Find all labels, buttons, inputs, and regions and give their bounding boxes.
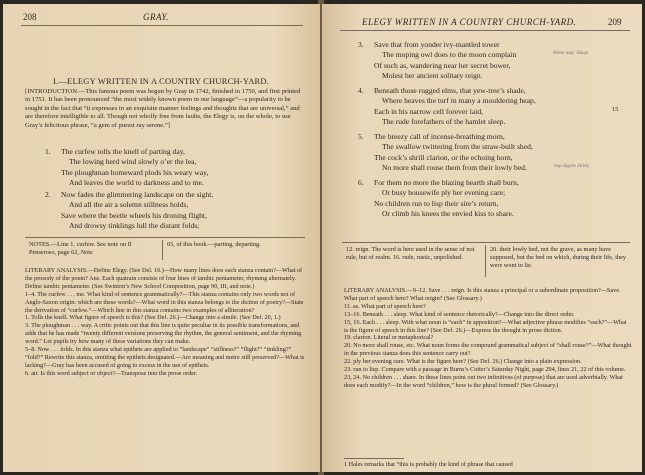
analysis-paragraph: 19. clarion. Literal or metaphorical? bbox=[344, 334, 434, 342]
verse-line: Molest her ancient solitary reign. bbox=[382, 70, 483, 80]
verse-line: Each in his narrow cell forever laid, bbox=[374, 106, 484, 116]
analysis-paragraph: 13–16. Beneath . . . sleep. What kind of sentence rhetorically?—Change into the direct order. bbox=[344, 310, 575, 318]
stanza-4 bbox=[374, 86, 536, 127]
page-number: 209 bbox=[608, 17, 622, 27]
analysis-paragraph: 20. No more shall rouse, etc. What noun forms the compound grammatical subject of “shall rouse?”—What thought in the previous stanza does this sentence carry out? bbox=[344, 342, 632, 358]
notes-column-2: 20. their lowly bed, not the grave, as many have supposed, but the bed on which, during their life, they were wont to lie. bbox=[490, 246, 627, 269]
introduction-paragraph: [INTRODUCTION.—This famous poem was begun by Gray in 1742, finished in 1750, and first printed in 1751. It has been pronounced “the most widely known poem in our language”—a popularity to be sought in the fact that “it expresses in an exquisite manner feelings and thoughts that are universal,” and are therefore intelligible to all. Though not wholly free from faults, the Elegy is, on the whole, to use Gray’s felicitous phrase, “a gem of purest ray serene.”] bbox=[25, 88, 301, 129]
stanza-6 bbox=[374, 178, 519, 219]
handwritten-annotation: πυρ ἀγρὸν έκτός bbox=[554, 163, 590, 169]
stanza-number: 4. bbox=[358, 86, 364, 95]
footnote-rule bbox=[344, 458, 404, 459]
notes-column-1: 12. reign. The word is here used in the sense of not rule, but of realm. 16. rude, rustic, unpolished. bbox=[346, 246, 475, 261]
literary-analysis bbox=[344, 287, 632, 390]
analysis-paragraph: 23. run to lisp. Compare with a passage in Burns’s Cotter’s Saturday Night, page 294, lines 21, 22 of this volume. bbox=[344, 366, 626, 374]
poem-title: I.—ELEGY WRITTEN IN A COUNTRY CHURCH-YARD. bbox=[53, 76, 270, 86]
verse-line: The rude forefathers of the hamlet sleep. bbox=[382, 116, 506, 126]
verse-line: The breezy call of incense-breathing morn, bbox=[374, 132, 505, 141]
notes-divider bbox=[485, 245, 486, 277]
analysis-paragraph: 1. Tolls the knell. What figure of speech is this? (See Def. 26.)—Change into a simile. (See Def. 20, 1.) bbox=[25, 314, 281, 322]
analysis-paragraph: 11. as. What part of speech here? bbox=[344, 302, 426, 310]
stanza-number: 6. bbox=[358, 178, 364, 187]
verse-line: Now fades the glimmering landscape on the sight, bbox=[61, 190, 214, 199]
verse-line: Beneath those rugged elms, that yew-tree’s shade, bbox=[374, 86, 526, 95]
stanza-3 bbox=[374, 40, 516, 81]
verse-line: And leaves the world to darkness and to me. bbox=[69, 177, 204, 187]
verse-line: The cock’s shrill clarion, or the echoing horn, bbox=[374, 152, 513, 162]
literary-analysis bbox=[25, 267, 305, 378]
header-rule bbox=[340, 30, 630, 31]
verse-line: The ploughman homeward plods his weary way, bbox=[61, 167, 209, 177]
stanza-2 bbox=[61, 190, 213, 231]
footnote: 1 Hales remarks that “this is probably the kind of phrase that caused bbox=[344, 461, 513, 468]
analysis-paragraph: LITERARY ANALYSIS.—Define Elegy. (See Del. 10.)—How many lines does each stanza contain?—What of the prosody of the poem? Ans. Each quatrain consists of four lines of iambic pentameter, rhyming alternately. Define iambic pentameter. (See Swinton’s New School Composition, page 90, III, and note.) bbox=[25, 267, 303, 290]
header-rule bbox=[21, 25, 303, 26]
verse-line: The lowing herd wind slowly o’er the lea, bbox=[69, 157, 197, 167]
analysis-paragraph: 5–8. Now . . . folds. In this stanza what epithets are applied to “landscape” “stillness?” “flight?” “tinkling?” “fold?” Rewrite this stanza, omitting the epithets designated.—Are meaning and metre still preserved?—What is lacking?—Gray has been accused of going to excess in the use of epithets. bbox=[25, 346, 305, 369]
left-page bbox=[3, 4, 320, 472]
notes-rule bbox=[25, 237, 305, 238]
verse-line: Or busy housewife ply her evening care; bbox=[382, 188, 506, 198]
right-page bbox=[322, 4, 642, 472]
verse-line: And drowsy tinklings lull the distant folds; bbox=[69, 220, 200, 230]
notes-column-1: NOTES.—Line 1. curfew. See note on Il Penseroso, page 62, Note bbox=[29, 241, 132, 256]
notes-rule bbox=[342, 242, 630, 243]
analysis-paragraph: LITERARY ANALYSIS.—9–12. Save . . . reign. Is this stanza a principal or a subordinate proposition?—Save. What part of speech here? What origin? (See Glossary.) bbox=[344, 287, 621, 302]
verse-line: Save where the beetle wheels his droning flight, bbox=[61, 210, 207, 220]
verse-line: Where heaves the turf in many a mouldering heap, bbox=[382, 96, 536, 106]
stanza-number: 5. bbox=[358, 132, 364, 141]
verse-line: For them no more the blazing hearth shall burn, bbox=[374, 178, 519, 187]
analysis-paragraph: 23, 24. No children . . . share. In these lines point out two infinitives (of purpose) that are used adverbially. What does each modify?—In the word “children,” how is the plural formed? (See Glossary.) bbox=[344, 373, 623, 389]
verse-line: Save that from yonder ivy-mantled tower bbox=[374, 40, 500, 49]
stanza-number: 2. bbox=[45, 190, 51, 199]
stanza-5 bbox=[374, 132, 533, 173]
stanza-number: 1. bbox=[45, 147, 51, 156]
verse-line: The swallow twittering from the straw-built shed, bbox=[382, 142, 533, 152]
running-head: ELEGY WRITTEN IN A COUNTRY CHURCH-YARD. bbox=[362, 17, 577, 27]
line-number: 15 bbox=[612, 106, 619, 113]
analysis-paragraph: 1–4. The curfew . . . me. What kind of sentence grammatically?—This stanza contains only two words not of Anglo-Saxon origin: which are these words?—What word in this stanza belongs to the diction of poetry?—State the derivation of “curfew.”—Which line in this stanza contains two examples of alliteration? bbox=[25, 290, 304, 314]
verse-line: Or climb his knees the envied kiss to share. bbox=[382, 208, 514, 218]
stanza-1 bbox=[61, 147, 208, 188]
notes-divider bbox=[162, 240, 163, 260]
handwritten-annotation: θέσει παρ' ὕδωρ bbox=[553, 50, 589, 56]
verse-line: No more shall rouse them from their lowly bed. bbox=[382, 162, 527, 172]
stanza-number: 3. bbox=[358, 40, 364, 49]
running-head: GRAY. bbox=[143, 12, 169, 22]
analysis-paragraph: 22. ply her evening care. What is the figure here? (See Def. 26.) Change into a plain expression. bbox=[344, 358, 582, 366]
notes-column-2: 65, of this book.—parting, departing. bbox=[167, 241, 261, 248]
analysis-paragraph: 3. The ploughman . . . way. A critic points out that this line is quite peculiar in its possible transformations, and adds that he has made “twenty different versions preserving the rhythm, the general sentiment, and the rhyming word.” Let pupils try how many of these variations they can make. bbox=[25, 322, 302, 346]
verse-line: No children run to lisp their sire’s return, bbox=[374, 198, 499, 208]
verse-line: And all the air a solemn stillness holds, bbox=[69, 200, 189, 210]
verse-line: Of such as, wandering near her secret bower, bbox=[374, 60, 511, 70]
page-number: 208 bbox=[23, 12, 37, 22]
analysis-paragraph: 15, 16. Each . . . sleep. With what noun is “each” in apposition?—What adjective phrase modifies “each?”—What is the figure of speech in this line? (See Def. 26.)—Express the thought in prose diction. bbox=[344, 318, 627, 334]
analysis-paragraph: 6. air. Is this word subject or object?—Transpose into the prose order. bbox=[25, 369, 198, 377]
verse-line: The curfew tolls the knell of parting day, bbox=[61, 147, 185, 156]
verse-line: The moping owl does to the moon complain bbox=[382, 50, 517, 60]
